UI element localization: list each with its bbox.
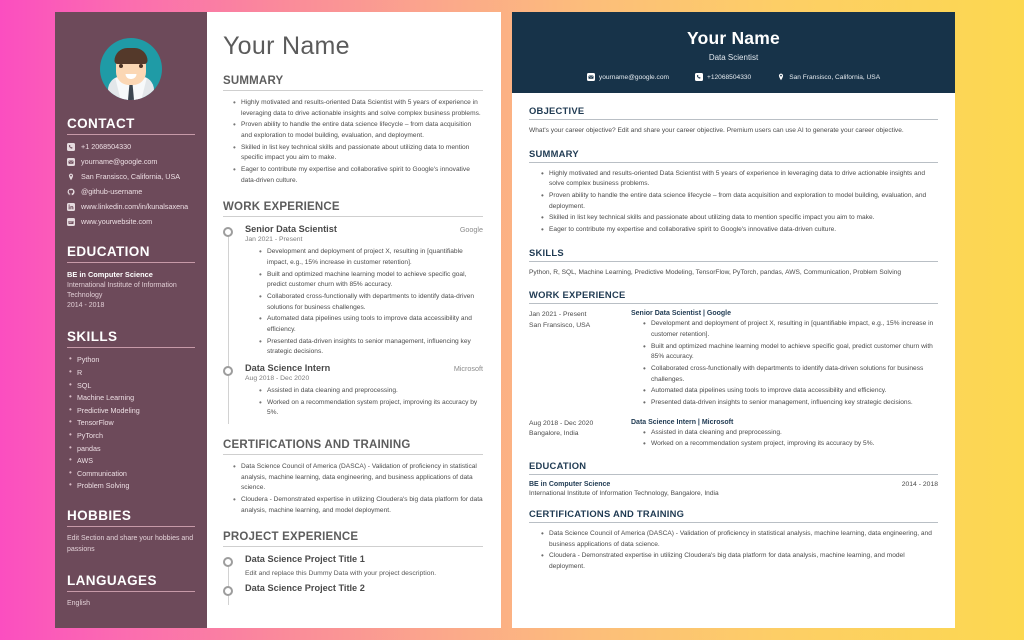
list-item: • Development and deployment of project X, resulting in [quantifiable impact, e.g., 15% increase in customer retention]. bbox=[643, 319, 938, 340]
job-role: Data Scientist bbox=[708, 53, 759, 62]
job-title: Senior Data Scientist | Google bbox=[631, 310, 731, 318]
project-item bbox=[223, 554, 483, 583]
education-degree: BE in Computer Science bbox=[67, 270, 153, 279]
header-contact-list bbox=[526, 73, 941, 81]
certifications-list bbox=[223, 462, 483, 516]
contact-text: +12068504330 bbox=[707, 73, 752, 81]
list-item: • Data Science Council of America (DASCA) - Validation of proficiency in statistical analysis, machine learning, data engineering, and business applications of data science. bbox=[541, 529, 938, 550]
hobbies-heading: HOBBIES bbox=[67, 508, 195, 527]
right-resume-header bbox=[512, 12, 955, 93]
job-company: Microsoft bbox=[453, 364, 483, 374]
list-item: • R bbox=[67, 368, 195, 377]
contact-item-phone[interactable] bbox=[67, 142, 195, 151]
list-item: • TensorFlow bbox=[67, 418, 195, 427]
list-item: • Cloudera - Demonstrated expertise in utilizing Cloudera's big data platform for data analysis, machine learning, and model deployment. bbox=[233, 495, 483, 516]
left-resume-card[interactable] bbox=[55, 12, 501, 628]
job-location: Bangalore, India bbox=[529, 430, 579, 438]
contact-item-location[interactable] bbox=[777, 73, 880, 81]
education-degree: BE in Computer Science bbox=[529, 481, 611, 489]
list-item: • Presented data-driven insights to senior management, influencing key strategic decisions. bbox=[643, 398, 938, 409]
hobbies-text: Edit Section and share your hobbies and passions bbox=[67, 535, 194, 553]
summary-list bbox=[223, 98, 483, 186]
skills-list bbox=[67, 355, 195, 490]
job-dates: Jan 2021 - Present bbox=[529, 311, 587, 319]
list-item: • Highly motivated and results-oriented Data Scientist with 5 years of experience in leveraging data to drive actionable insights and solve complex business problems. bbox=[541, 169, 938, 190]
skills-heading: SKILLS bbox=[529, 247, 938, 262]
job-bullets bbox=[245, 386, 483, 419]
certifications-heading: CERTIFICATIONS AND TRAINING bbox=[529, 508, 938, 523]
list-item: • Skilled in list key technical skills and passionate about utilizing data to mention specific impact you aim to make. bbox=[233, 143, 483, 164]
list-item: • Skilled in list key technical skills and passionate about utilizing data to mention specific impact you aim to make. bbox=[541, 213, 938, 224]
project-title: Data Science Project Title 1 bbox=[245, 554, 365, 565]
education-years: 2014 - 2018 bbox=[901, 481, 938, 489]
education-years: 2014 - 2018 bbox=[67, 302, 105, 310]
contact-item-linkedin[interactable] bbox=[67, 202, 195, 211]
job-title: Data Science Intern bbox=[245, 363, 331, 374]
work-experience-item bbox=[223, 224, 483, 363]
education-heading: EDUCATION bbox=[67, 244, 195, 263]
contact-item-email[interactable] bbox=[67, 157, 195, 166]
list-item: • Proven ability to handle the entire data science lifecycle – from data acquisition and exploration to model building, evaluation, and deployment. bbox=[541, 191, 938, 212]
list-item: • Data Science Council of America (DASCA) - Validation of proficiency in statistical analysis, machine learning, data engineering, and business applications of data science. bbox=[233, 462, 483, 494]
work-experience-item bbox=[223, 363, 483, 424]
project-title: Data Science Project Title 2 bbox=[245, 583, 365, 594]
job-title: Senior Data Scientist bbox=[245, 224, 337, 235]
summary-heading: SUMMARY bbox=[529, 148, 938, 163]
page-title: Your Name bbox=[223, 32, 350, 60]
work-experience-heading: WORK EXPERIENCE bbox=[529, 289, 938, 304]
timeline-dot-icon bbox=[223, 557, 233, 567]
education-heading: EDUCATION bbox=[529, 460, 938, 475]
project-description: Edit and replace this Dummy Data with your project description. bbox=[245, 570, 437, 578]
list-item: • Problem Solving bbox=[67, 481, 195, 490]
phone-icon bbox=[695, 73, 703, 81]
list-item: • Presented data-driven insights to senior management, influencing key strategic decisions. bbox=[259, 337, 483, 358]
list-item: • Proven ability to handle the entire data science lifecycle – from data acquisition and exploration to model building, evaluation, and deployment. bbox=[233, 120, 483, 141]
list-item: • PyTorch bbox=[67, 431, 195, 440]
avatar bbox=[100, 38, 162, 100]
list-item: • Communication bbox=[67, 469, 195, 478]
email-icon bbox=[587, 73, 595, 81]
job-bullets bbox=[245, 247, 483, 358]
list-item: • Predictive Modeling bbox=[67, 406, 195, 415]
right-resume-card[interactable] bbox=[512, 12, 955, 628]
list-item: • Worked on a recommendation system project, improving its accuracy by 5%. bbox=[643, 439, 938, 450]
certifications-heading: CERTIFICATIONS AND TRAINING bbox=[223, 439, 483, 455]
languages-text: English bbox=[67, 600, 90, 608]
contact-text: San Fransisco, California, USA bbox=[789, 73, 881, 81]
job-dates: Aug 2018 - Dec 2020 bbox=[529, 419, 594, 427]
certifications-list bbox=[529, 529, 938, 573]
list-item: • Assisted in data cleaning and preprocessing. bbox=[643, 428, 938, 439]
email-icon bbox=[67, 158, 75, 166]
list-item: • Development and deployment of project X, resulting in [quantifiable impact, e.g., 15% increase in customer retention]. bbox=[259, 247, 483, 268]
location-icon bbox=[777, 73, 785, 81]
contact-heading: CONTACT bbox=[67, 116, 195, 135]
contact-text: San Fransisco, California, USA bbox=[81, 172, 181, 181]
right-resume-body bbox=[512, 93, 955, 573]
contact-text: www.yourwebsite.com bbox=[81, 217, 153, 226]
contact-item-github[interactable] bbox=[67, 187, 195, 196]
timeline-dot-icon bbox=[223, 366, 233, 376]
project-experience-heading: PROJECT EXPERIENCE bbox=[223, 531, 483, 547]
avatar-container bbox=[67, 38, 195, 100]
contact-item-email[interactable] bbox=[587, 73, 669, 81]
job-dates: Jan 2021 - Present bbox=[245, 236, 303, 244]
contact-text: yourname@google.com bbox=[81, 157, 158, 166]
github-icon bbox=[67, 188, 75, 196]
location-icon bbox=[67, 173, 75, 181]
education-institute: International Institute of Information Technology bbox=[67, 282, 177, 300]
page-title: Your Name bbox=[687, 28, 780, 48]
objective-text: What's your career objective? Edit and share your career objective. Premium users can use AI to generate your career objective. bbox=[529, 127, 904, 134]
list-item: • SQL bbox=[67, 381, 195, 390]
contact-item-location[interactable] bbox=[67, 172, 195, 181]
job-meta bbox=[529, 419, 621, 451]
languages-heading: LANGUAGES bbox=[67, 573, 195, 592]
job-detail bbox=[631, 419, 938, 451]
list-item: • Highly motivated and results-oriented Data Scientist with 5 years of experience in leveraging data to drive actionable insights and solve complex business problems. bbox=[233, 98, 483, 119]
list-item: • Collaborated cross-functionally with departments to identify data-driven solutions for business challenges. bbox=[259, 292, 483, 313]
job-location: San Fransisco, USA bbox=[529, 321, 591, 329]
work-experience-item bbox=[529, 310, 938, 409]
list-item: • Automated data pipelines using tools to improve data accessibility and efficiency. bbox=[643, 386, 938, 397]
list-item: • Automated data pipelines using tools to improve data accessibility and efficiency. bbox=[259, 314, 483, 335]
website-icon bbox=[67, 218, 75, 226]
education-institute: International Institute of Information Technology, Bangalore, India bbox=[529, 490, 719, 498]
project-item bbox=[223, 583, 483, 599]
contact-text: www.linkedin.com/in/kunalsaxena bbox=[81, 202, 189, 211]
timeline-dot-icon bbox=[223, 227, 233, 237]
skills-heading: SKILLS bbox=[67, 329, 195, 348]
job-dates: Aug 2018 - Dec 2020 bbox=[245, 375, 310, 383]
contact-text: yourname@google.com bbox=[598, 73, 669, 81]
job-bullets bbox=[631, 319, 938, 408]
job-bullets bbox=[631, 428, 938, 450]
work-experience-item bbox=[529, 419, 938, 451]
list-item: • Built and optimized machine learning model to achieve specific goal, predict customer churn with 85% accuracy. bbox=[259, 270, 483, 291]
list-item: • Eager to contribute my expertise and collaborative spirit to Google's innovative data-driven culture. bbox=[233, 165, 483, 186]
job-meta bbox=[529, 310, 621, 409]
summary-heading: SUMMARY bbox=[223, 75, 483, 91]
list-item: • pandas bbox=[67, 444, 195, 453]
job-company: Google bbox=[459, 225, 483, 235]
education-row bbox=[529, 481, 938, 488]
contact-text: +1 2068504330 bbox=[81, 142, 132, 151]
skills-text: Python, R, SQL, Machine Learning, Predictive Modeling, TensorFlow, PyTorch, pandas, AWS, Communication, Problem Solving bbox=[529, 268, 901, 276]
left-resume-main bbox=[207, 12, 501, 628]
list-item: • Machine Learning bbox=[67, 393, 195, 402]
job-title: Data Science Intern | Microsoft bbox=[631, 418, 734, 426]
contact-item-website[interactable] bbox=[67, 217, 195, 226]
phone-icon bbox=[67, 143, 75, 151]
timeline-dot-icon bbox=[223, 586, 233, 596]
list-item: • Worked on a recommendation system project, improving its accuracy by 5%. bbox=[259, 398, 483, 419]
list-item: • Eager to contribute my expertise and collaborative spirit to Google's innovative data-driven culture. bbox=[541, 225, 938, 236]
list-item: • AWS bbox=[67, 456, 195, 465]
left-resume-sidebar bbox=[55, 12, 207, 628]
list-item: • Cloudera - Demonstrated expertise in utilizing Cloudera's big data platform for data analysis, machine learning, and model deployment. bbox=[541, 551, 938, 572]
contact-item-phone[interactable] bbox=[695, 73, 751, 81]
summary-list bbox=[529, 169, 938, 236]
list-item: • Python bbox=[67, 355, 195, 364]
contact-list bbox=[67, 142, 195, 226]
objective-heading: OBJECTIVE bbox=[529, 105, 938, 120]
contact-text: @github-username bbox=[81, 187, 143, 196]
work-experience-heading: WORK EXPERIENCE bbox=[223, 201, 483, 217]
list-item: • Assisted in data cleaning and preprocessing. bbox=[259, 386, 483, 397]
list-item: • Built and optimized machine learning model to achieve specific goal, predict customer churn with 85% accuracy. bbox=[643, 342, 938, 363]
linkedin-icon bbox=[67, 203, 75, 211]
job-detail bbox=[631, 310, 938, 409]
list-item: • Collaborated cross-functionally with departments to identify data-driven solutions for business challenges. bbox=[643, 364, 938, 385]
